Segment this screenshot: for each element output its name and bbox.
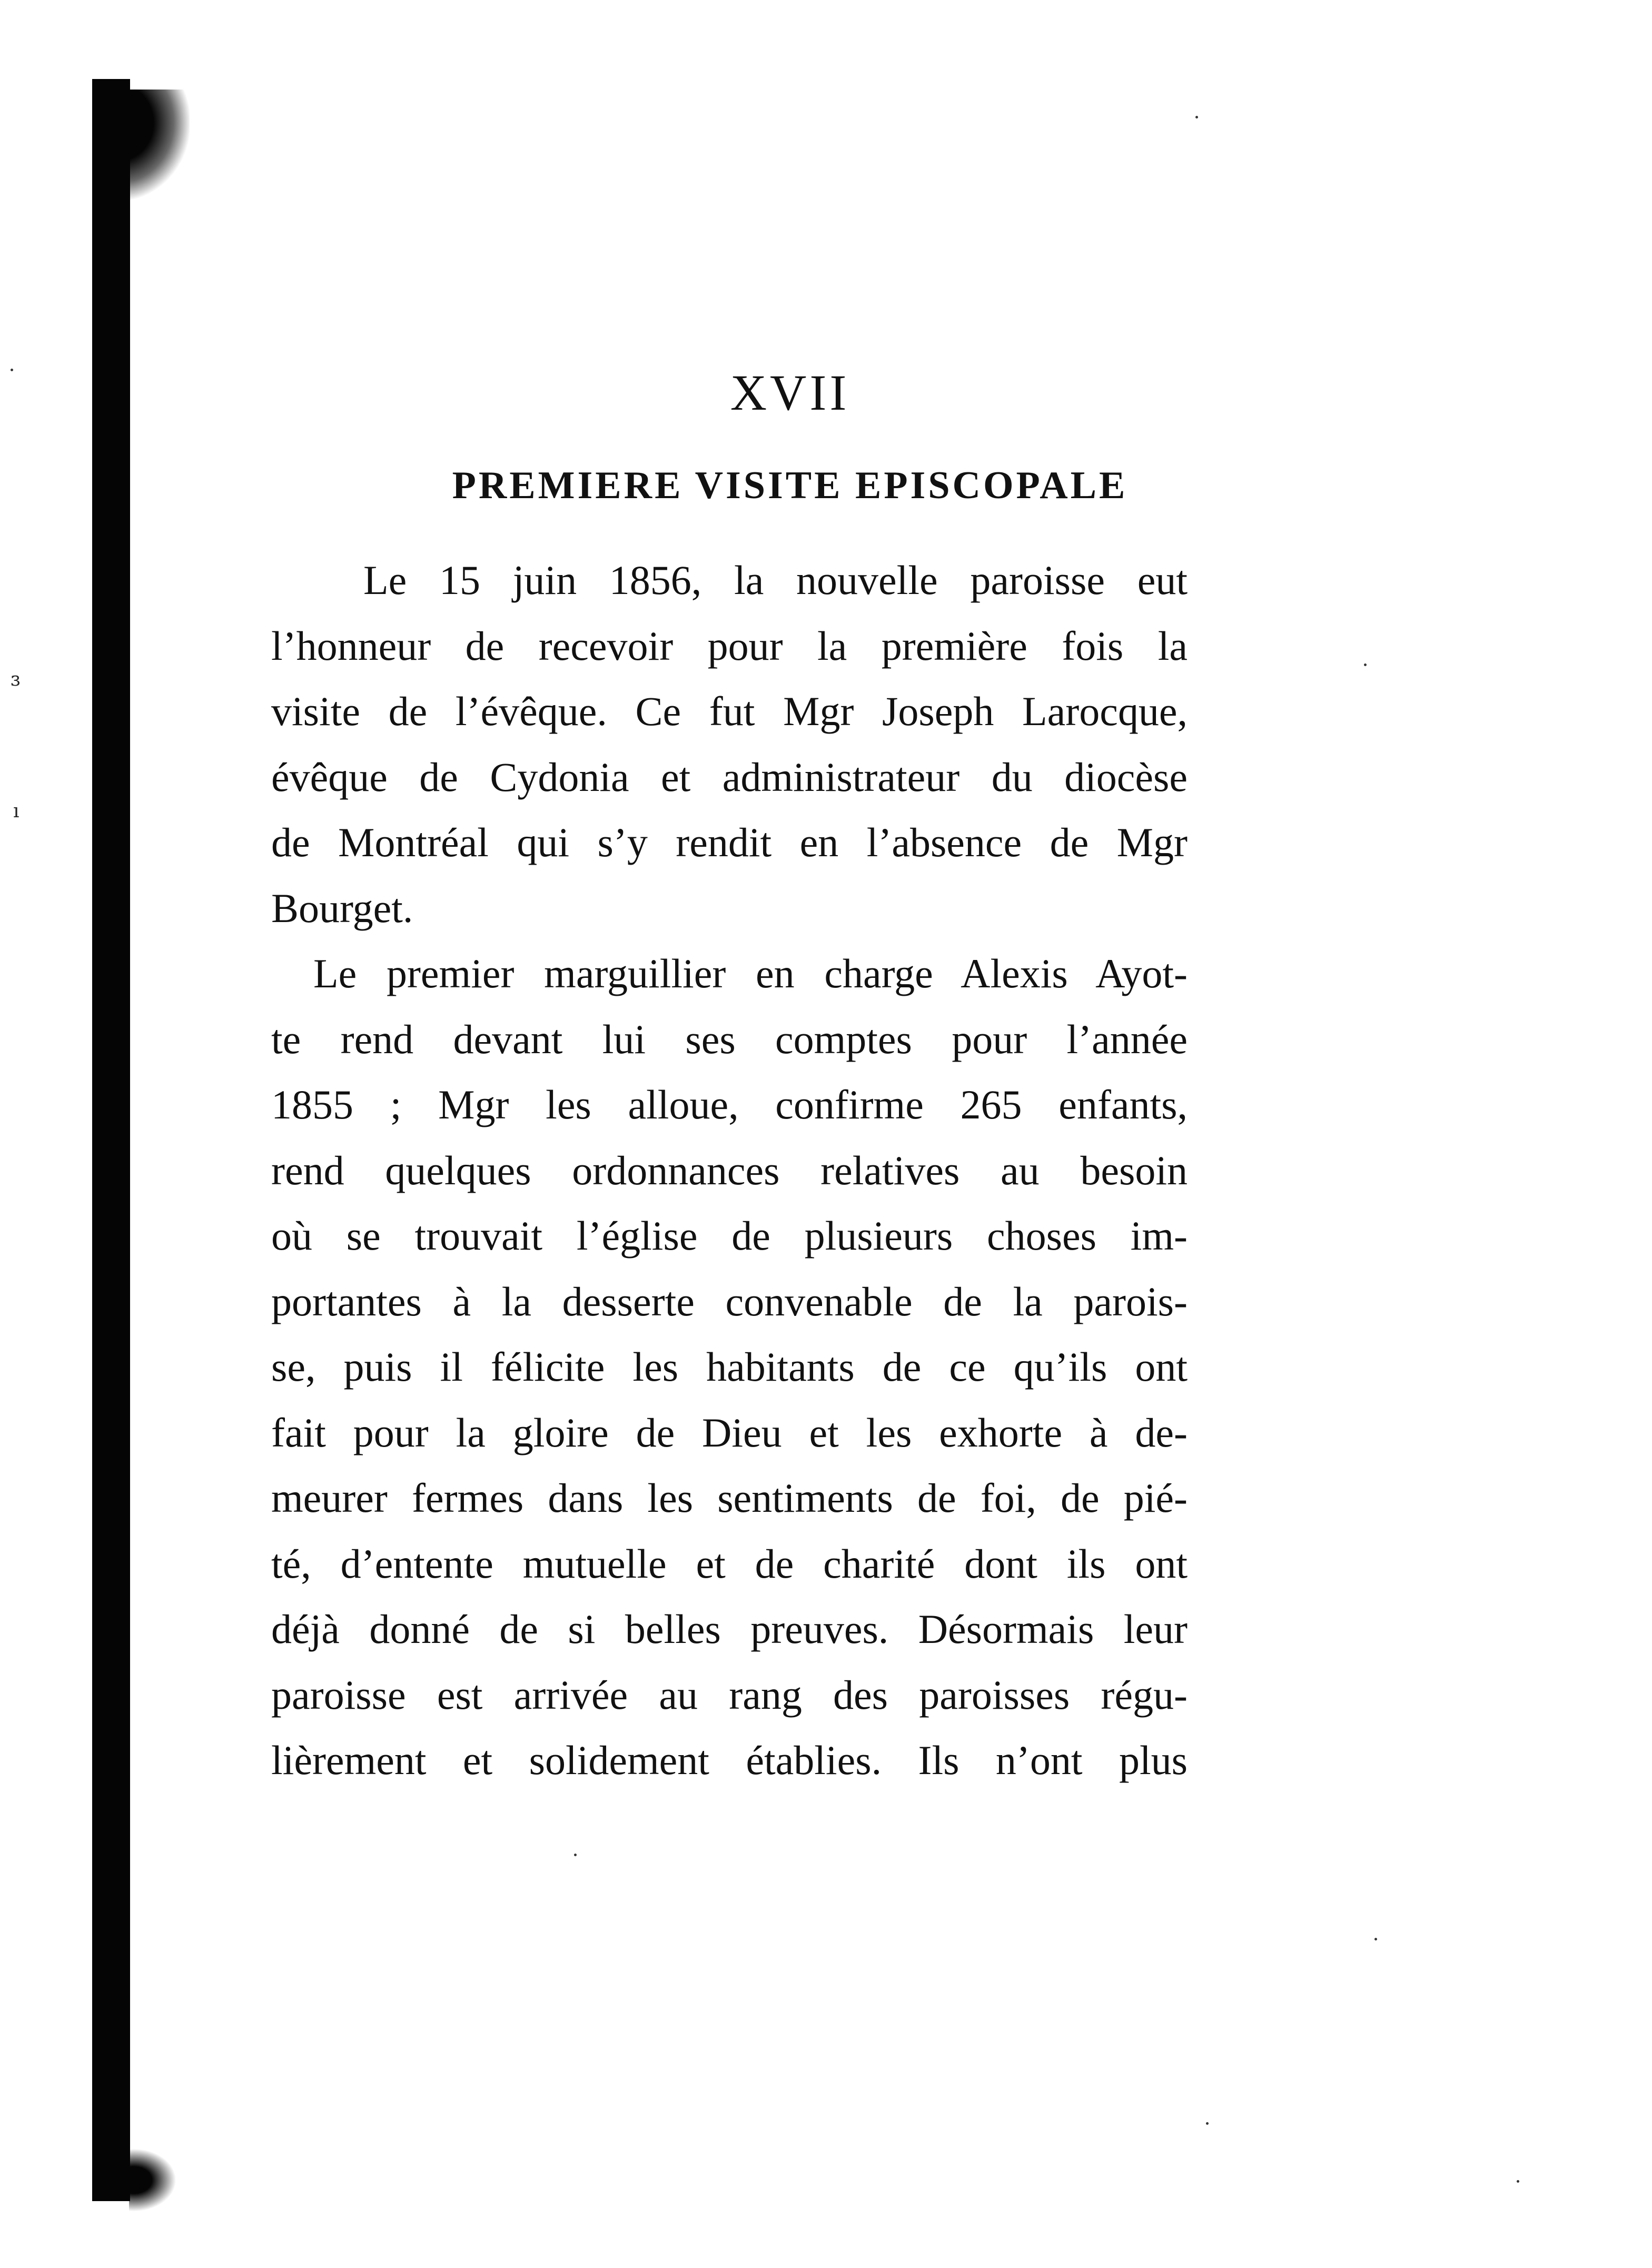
text-line: l’honneur de recevoir pour la première fois la <box>271 622 1188 669</box>
text-line: Le premier marguillier en charge Alexis Ayot- <box>313 950 1188 996</box>
text-line: te rend devant lui ses comptes pour l’année <box>271 1016 1188 1062</box>
text-line: se, puis il félicite les habitants de ce qu’ils ont <box>271 1344 1188 1390</box>
scan-speck <box>1195 116 1198 118</box>
binding-shadow-top <box>100 90 190 200</box>
scan-speck <box>574 1854 577 1856</box>
chapter-number: XVII <box>730 364 850 421</box>
text-line: visite de l’évêque. Ce fut Mgr Joseph Larocque, <box>271 688 1188 734</box>
scan-speck <box>1374 1938 1377 1940</box>
scan-speck <box>1206 2122 1209 2125</box>
chapter-title: PREMIERE VISITE EPISCOPALE <box>452 464 1128 507</box>
binding-shadow-bottom <box>129 2148 176 2212</box>
text-line: lièrement et solidement établies. Ils n’ont plus <box>271 1737 1188 1783</box>
text-line: évêque de Cydonia et administrateur du diocèse <box>271 754 1188 800</box>
text-line: Le 15 juin 1856, la nouvelle paroisse eut <box>363 557 1188 603</box>
text-line: 1855 ; Mgr les alloue, confirme 265 enfants, <box>271 1082 1188 1127</box>
text-line: fait pour la gloire de Dieu et les exhorte à de- <box>271 1409 1188 1455</box>
text-line: rend quelques ordonnances relatives au besoin <box>271 1147 1188 1193</box>
scan-speck <box>1364 663 1367 666</box>
text-line: où se trouvait l’église de plusieurs choses im- <box>271 1213 1188 1259</box>
text-line: de Montréal qui s’y rendit en l’absence de Mgr <box>271 819 1188 865</box>
text-line: portantes à la desserte convenable de la parois- <box>271 1278 1188 1324</box>
margin-mark: ı <box>13 800 19 822</box>
text-line: paroisse est arrivée au rang des paroisses régu- <box>271 1671 1188 1718</box>
text-line: té, d’entente mutuelle et de charité dont ils ont <box>271 1540 1188 1587</box>
text-line: Bourget. <box>271 885 413 931</box>
scan-speck <box>1517 2180 1519 2183</box>
margin-mark: ɜ <box>11 669 21 690</box>
scan-speck <box>11 369 13 371</box>
text-line: meurer fermes dans les sentiments de foi, de pié- <box>271 1475 1188 1521</box>
text-line: déjà donné de si belles preuves. Désormais leur <box>271 1606 1188 1652</box>
body-text <box>271 548 1188 1794</box>
